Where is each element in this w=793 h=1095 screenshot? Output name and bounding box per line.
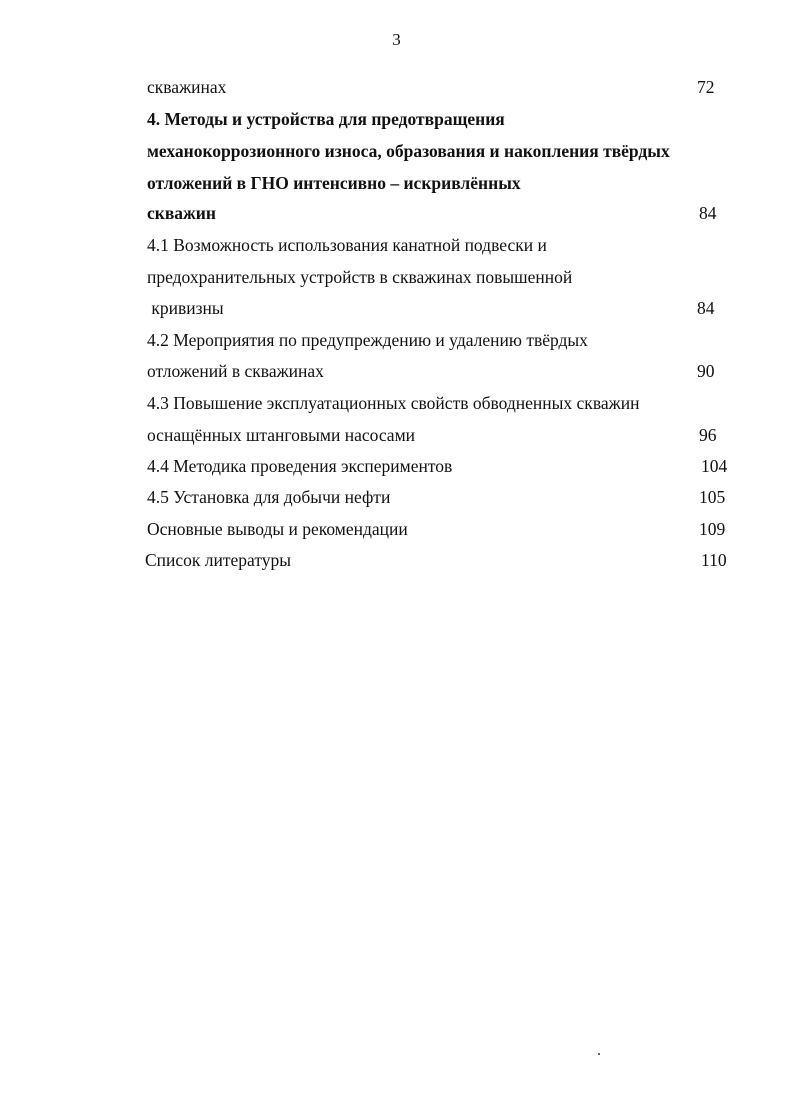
toc-page-number: 84 — [699, 203, 717, 223]
toc-entry-text: Основные выводы и рекомендации — [147, 519, 408, 539]
toc-page-number: 72 — [697, 77, 715, 97]
page-number: 3 — [392, 30, 401, 49]
toc-entry-text: 4.2 Мероприятия по предупреждению и удалению твёрдых — [147, 330, 588, 350]
toc-entry-text: механокоррозионного износа, образования и накопления твёрдых — [147, 141, 670, 161]
toc-entry-text: предохранительных устройств в скважинах повышенной — [147, 267, 573, 287]
toc-entry-text: 4. Методы и устройства для предотвращения — [147, 109, 505, 129]
toc-entry-text: оснащённых штанговыми насосами — [147, 425, 416, 445]
toc-entry-text: 4.1 Возможность использования канатной подвески и — [147, 235, 547, 255]
toc-entry-text: 4.4 Методика проведения экспериментов — [147, 456, 453, 476]
toc-entry-text: отложений в ГНО интенсивно – искривлённых — [147, 173, 521, 193]
toc-entry-text: кривизны — [147, 298, 224, 318]
toc-entry-text: отложений в скважинах — [147, 361, 324, 381]
toc-page-number: 110 — [701, 550, 727, 570]
toc-entry-text: скважин — [147, 203, 216, 223]
scan-speck — [598, 1053, 600, 1055]
toc-entry-text: 4.5 Установка для добычи нефти — [147, 487, 391, 507]
toc-page-number: 84 — [697, 298, 715, 318]
toc-page-number: 104 — [701, 456, 728, 476]
toc-page-number: 96 — [699, 425, 717, 445]
toc-entry-text: 4.3 Повышение эксплуатационных свойств обводненных скважин — [147, 393, 640, 413]
toc-entry-text: скважинах — [147, 77, 227, 97]
toc-entry-text: Список литературы — [145, 550, 292, 570]
toc-page-number: 109 — [699, 519, 726, 539]
toc-page-number: 105 — [699, 487, 726, 507]
toc-page-number: 90 — [697, 361, 715, 381]
